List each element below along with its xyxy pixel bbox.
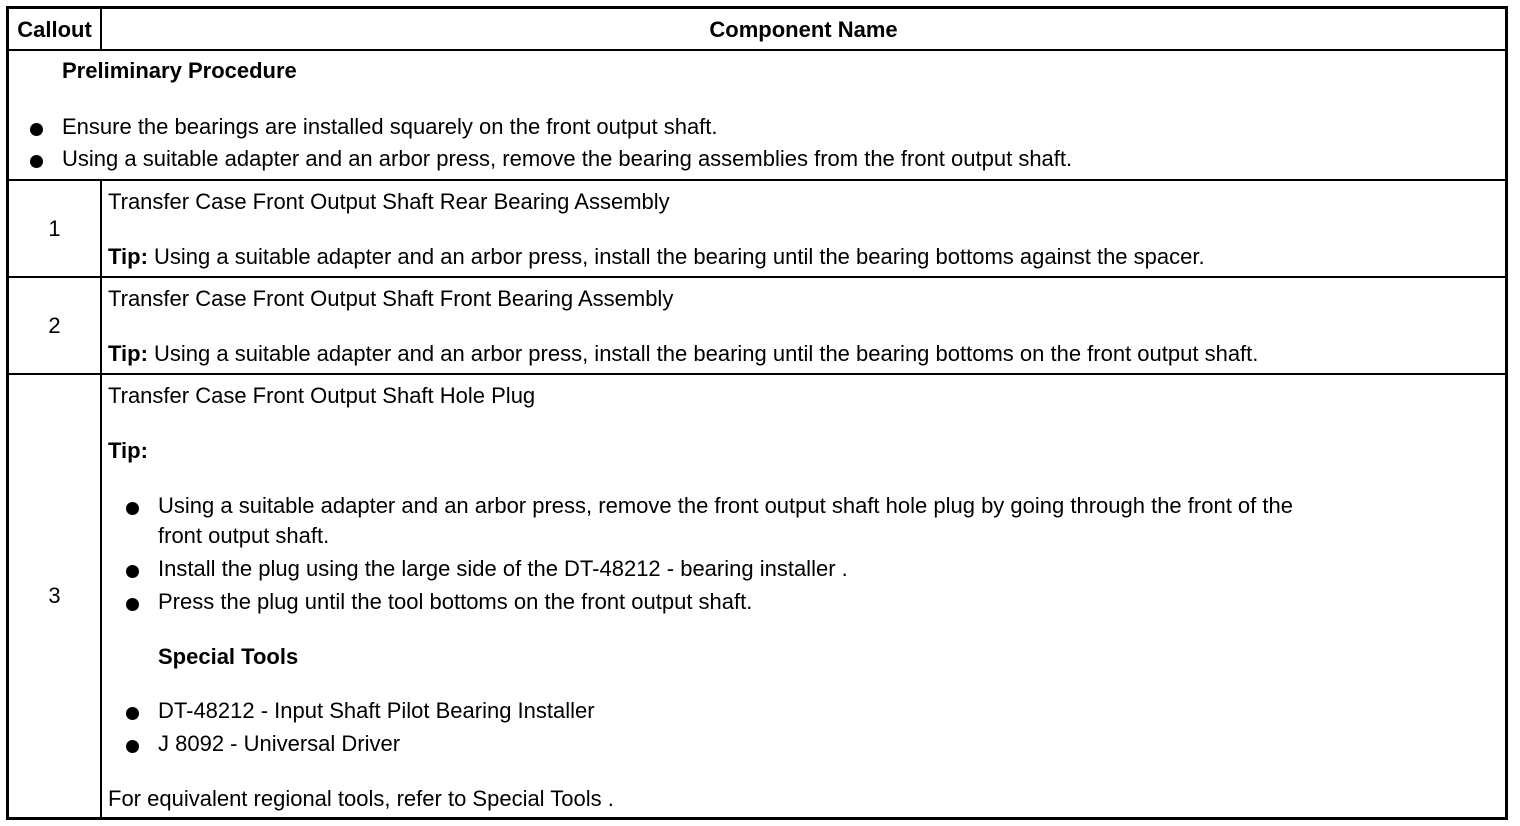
bullet-icon xyxy=(30,155,43,168)
callout-number: 1 xyxy=(48,216,61,241)
bullet-icon xyxy=(126,740,139,753)
bullet-icon xyxy=(30,123,43,136)
special-tool-1: DT-48212 - Input Shaft Pilot Bearing Installer xyxy=(158,698,595,723)
callout-number: 2 xyxy=(48,313,61,338)
tip-label: Tip: xyxy=(108,244,148,269)
table-row xyxy=(9,373,1505,817)
component-cell xyxy=(102,375,1505,817)
callout-header-cell xyxy=(9,9,102,49)
preliminary-bullet-2: Using a suitable adapter and an arbor press, remove the bearing assemblies from the front output shaft. xyxy=(62,146,1073,171)
component-cell xyxy=(102,181,1505,276)
tip-bullet-2: Install the plug using the large side of the DT-48212 - bearing installer . xyxy=(158,556,848,581)
preliminary-row xyxy=(9,49,1505,181)
callout-cell xyxy=(9,278,102,373)
component-cell xyxy=(102,278,1505,373)
tip xyxy=(108,341,1258,367)
regional-tools-note: For equivalent regional tools, refer to Special Tools . xyxy=(108,786,614,811)
special-tool-2: J 8092 - Universal Driver xyxy=(158,731,401,756)
callout-header: Callout xyxy=(17,17,92,42)
special-tools-title: Special Tools xyxy=(158,644,299,669)
component-name: Transfer Case Front Output Shaft Hole Plug xyxy=(108,383,536,408)
preliminary-bullet-1: Ensure the bearings are installed squarely on the front output shaft. xyxy=(62,114,718,139)
tip-label: Tip: xyxy=(108,438,148,463)
table-row xyxy=(9,276,1505,373)
tip-label: Tip: xyxy=(108,341,148,366)
bullet-icon xyxy=(126,598,139,611)
callout-cell xyxy=(9,375,102,817)
component-name: Transfer Case Front Output Shaft Front Bearing Assembly xyxy=(108,286,674,311)
component-name: Transfer Case Front Output Shaft Rear Bearing Assembly xyxy=(108,189,670,214)
tip xyxy=(108,244,1205,270)
callout-cell xyxy=(9,181,102,276)
component-name-header-cell xyxy=(102,9,1505,49)
tip-bullet-1-line-1: Using a suitable adapter and an arbor press, remove the front output shaft hole plug by going through the front of the xyxy=(158,493,1293,518)
bullet-icon xyxy=(126,502,139,515)
component-name-header: Component Name xyxy=(709,17,898,42)
bullet-icon xyxy=(126,565,139,578)
table-row xyxy=(9,179,1505,276)
header-row xyxy=(9,9,1505,49)
callout-number: 3 xyxy=(48,583,61,608)
tip-text: Using a suitable adapter and an arbor press, install the bearing until the bearing bottoms on the front output shaft. xyxy=(147,341,1259,366)
tip-bullet-3: Press the plug until the tool bottoms on the front output shaft. xyxy=(158,589,753,614)
preliminary-title: Preliminary Procedure xyxy=(62,58,297,83)
tip-text: Using a suitable adapter and an arbor press, install the bearing until the bearing bottoms against the spacer. xyxy=(147,244,1205,269)
bullet-icon xyxy=(126,707,139,720)
tip-bullet-1-line-2: front output shaft. xyxy=(158,523,330,548)
component-table xyxy=(6,6,1508,820)
